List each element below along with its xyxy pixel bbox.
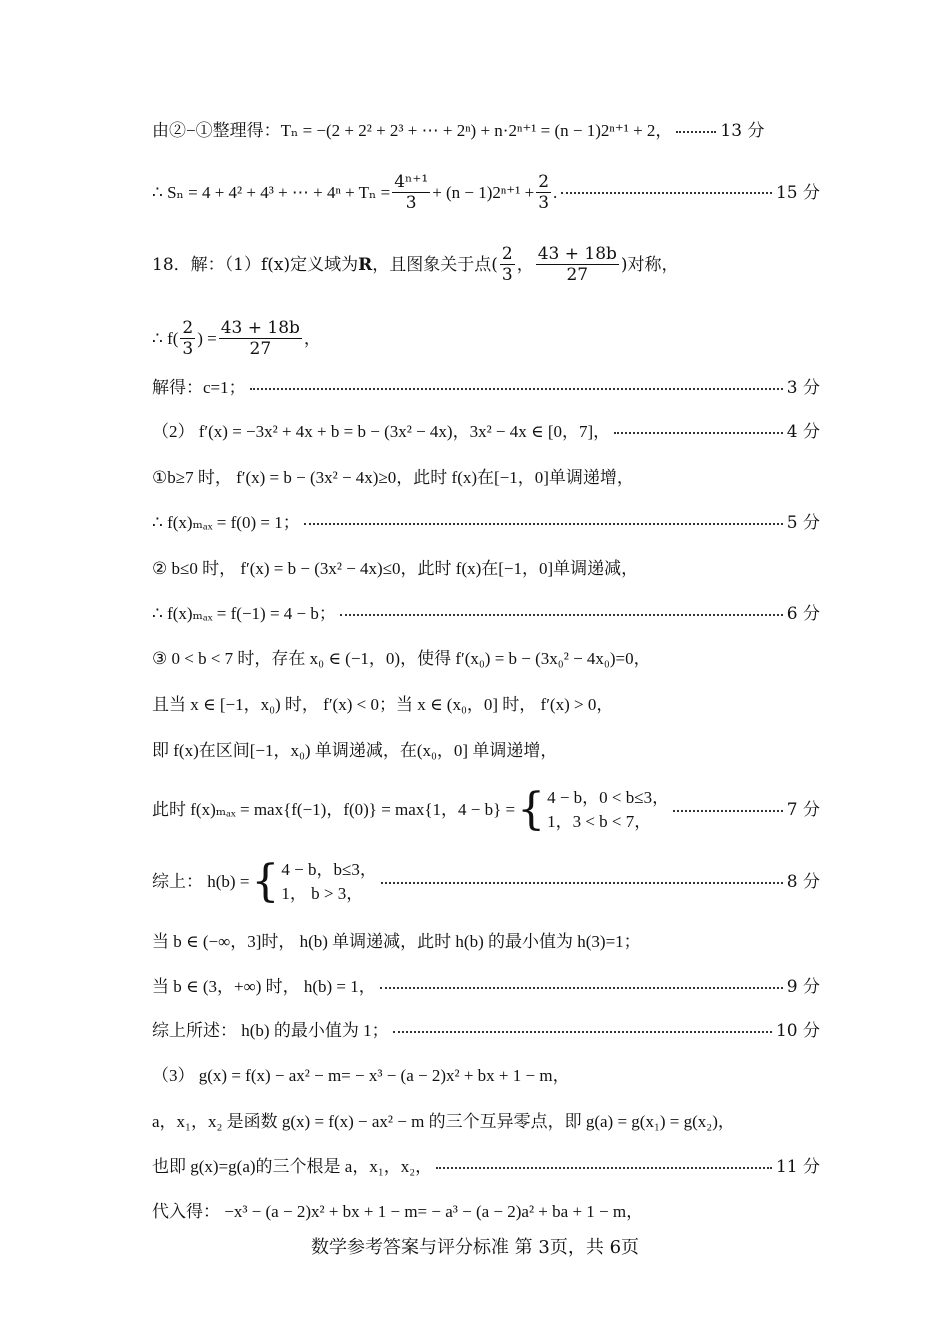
left-brace: { [517,784,546,835]
line-suffix: . [553,182,558,202]
score: 8 分 [786,872,820,892]
dotted-leader [340,613,783,616]
line-hb-min [152,1020,820,1042]
line-text: ①b≥7 时， f′(x) = b − (3x² − 4x)≥0，此时 f(x)在[−1，0]单调递增， [152,468,634,487]
score: 7 分 [786,800,820,820]
case-2: 1，3 < b < 7， [547,812,652,831]
line-prefix: 综上： h(b) = [152,872,250,891]
score: 10 分 [775,1021,820,1041]
case-1: 4 − b，0 < b≤3， [547,788,670,807]
separator: ， [516,254,534,275]
line-case-3-sign [152,694,820,716]
line-text: 当 b ∈ (3，+∞) 时， h(b) = 1， [152,977,376,996]
piecewise-cases [281,858,376,906]
fraction-denominator: 27 [249,339,272,359]
dotted-leader [393,1030,772,1033]
line-hb-def [152,858,820,906]
line-text: 综上所述： h(b) 的最小值为 1； [152,1021,389,1040]
dotted-leader [381,881,783,884]
fraction [536,172,551,213]
fraction-denominator: 27 [566,265,589,285]
line-f-two-thirds [152,318,820,359]
fraction-denominator: 3 [538,193,550,213]
line-case-2-max [152,603,820,625]
line-case-3-mono [152,740,820,762]
dotted-leader [380,986,783,989]
dotted-leader [676,130,716,133]
fraction-numerator: 2 [538,172,550,192]
fraction-numerator: 2 [501,244,513,264]
line-text: 解得：c=1； [152,378,246,397]
line-text: 当 b ∈ (−∞，3]时， h(b) 单调递减，此时 h(b) 的最小值为 h(3)=1； [152,932,641,951]
line-prefix: 18．解：（1）f(x)定义域为 [152,254,359,275]
line-case-3 [152,648,820,670]
line-text: ③ 0 < b < 7 时，存在 x₀ ∈ (−1，0)，使得 f′(x₀) = b − (3x₀² − 4x₀)=0， [152,649,651,668]
line-text: 代入得： −x³ − (a − 2)x² + bx + 1 − m= − a³ − (a − 2)a² + ba + 1 − m， [152,1202,644,1221]
line-zeros [152,1111,820,1133]
line-text: ② b≤0 时， f′(x) = b − (3x² − 4x)≤0，此时 f(x)在[−1，0]单调递减， [152,559,639,578]
line-suffix: )对称， [620,254,679,275]
dotted-leader [673,809,783,812]
fraction [536,244,619,285]
bold-r: R [358,254,373,275]
fraction [219,318,302,359]
line-suffix: ， [303,328,321,349]
line-text: （2） f′(x) = −3x² + 4x + b = b − (3x² − 4x)，3x² − 4x ∈ [0，7]， [152,422,611,441]
line-prefix: ∴ Sₙ = 4 + 4² + 4³ + ⋯ + 4ⁿ + Tₙ = [152,182,391,202]
case-2: 1， b > 3， [281,884,364,903]
line-prefix: ∴ f( [152,328,179,348]
score: 6 分 [786,604,820,624]
line-roots [152,1156,820,1178]
line-derivative [152,421,820,443]
line-tn-result [152,120,820,142]
line-prefix: 此时 f(x)ₘₐₓ = max{f(−1)，f(0)} = max{1，4 − b} = [152,800,516,819]
score: 3 分 [786,378,820,398]
score: 4 分 [786,422,820,442]
dotted-leader [304,522,783,525]
fraction-denominator: 3 [182,339,194,359]
line-text: 由②−①整理得：Tₙ = −(2 + 2² + 2³ + ⋯ + 2ⁿ) + n·2ⁿ⁺¹ = (n − 1)2ⁿ⁺¹ + 2， [152,121,673,140]
score: 13 分 [720,121,765,141]
fraction-numerator: 4ⁿ⁺¹ [394,172,429,192]
line-solve-c [152,377,820,399]
line-sn-result [152,172,820,213]
line-case-3-max [152,786,820,834]
line-gx-def [152,1065,820,1087]
fraction-numerator: 43 + 18b [220,318,300,338]
line-mid: ，且图象关于点( [372,254,498,275]
line-hb-decrease [152,931,820,953]
fraction [392,172,430,213]
line-text: ∴ f(x)ₘₐₓ = f(−1) = 4 − b； [152,604,336,623]
line-text: a，x₁，x₂ 是函数 g(x) = f(x) − ax² − m 的三个互异零点，即 g(a) = g(x₁) = g(x₂)， [152,1112,735,1131]
dotted-leader [250,387,783,390]
case-1: 4 − b，b≤3， [281,860,377,879]
score: 11 分 [775,1157,820,1177]
fraction-denominator: 3 [405,193,417,213]
line-case-2 [152,558,820,580]
line-text: （3） g(x) = f(x) − ax² − m= − x³ − (a − 2)x² + bx + 1 − m， [152,1066,570,1085]
fraction [180,318,195,359]
line-substitute [152,1201,820,1223]
score: 15 分 [775,182,820,203]
dotted-leader [561,191,772,194]
line-mid: ) = [197,328,217,348]
line-problem-18 [152,244,820,285]
line-mid: + (n − 1)2ⁿ⁺¹ + [432,182,535,202]
score: 5 分 [786,513,820,533]
line-text: 也即 g(x)=g(a)的三个根是 a，x₁，x₂， [152,1157,433,1176]
fraction-numerator: 2 [182,318,194,338]
piecewise-cases [547,786,669,834]
line-text: 即 f(x)在区间[−1，x₀) 单调递减，在(x₀，0] 单调递增， [152,741,558,760]
fraction [500,244,515,285]
fraction-denominator: 3 [501,265,513,285]
dotted-leader [436,1166,772,1169]
fraction-numerator: 43 + 18b [537,244,617,264]
line-text: 且当 x ∈ [−1，x₀) 时， f′(x) < 0；当 x ∈ (x₀，0] 时， f′(x) > 0， [152,695,614,714]
line-case-1-max [152,512,820,534]
score: 9 分 [786,977,820,997]
page-footer: 数学参考答案与评分标准 第 3页，共 6页 [310,1237,640,1258]
dotted-leader [614,431,783,434]
line-hb-constant [152,976,820,998]
line-case-1 [152,467,820,489]
left-brace: { [251,856,280,907]
line-text: ∴ f(x)ₘₐₓ = f(0) = 1； [152,513,300,532]
